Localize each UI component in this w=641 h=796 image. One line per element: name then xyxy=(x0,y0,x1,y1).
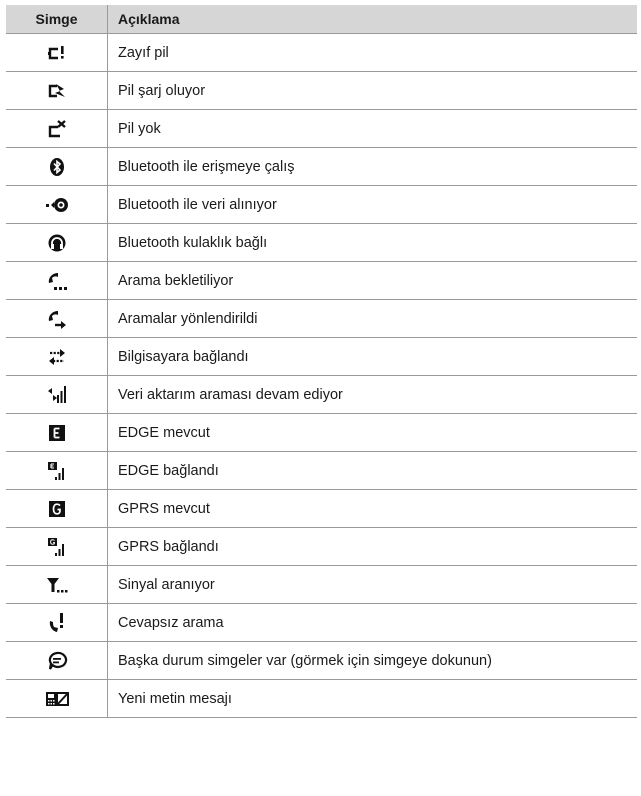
table-row xyxy=(6,186,637,224)
edge-connected-icon xyxy=(46,460,68,482)
row-description: GPRS bağlandı xyxy=(108,528,638,566)
row-description: Başka durum simgeler var (görmek için simgeye dokunun) xyxy=(108,642,638,680)
table-row xyxy=(6,452,637,490)
missed-call-icon xyxy=(46,611,68,635)
table-row xyxy=(6,262,637,300)
symbol-column-header: Simge xyxy=(6,5,108,34)
edge-available-icon xyxy=(47,423,67,443)
weak-battery-icon xyxy=(46,43,68,63)
row-description: EDGE mevcut xyxy=(108,414,638,452)
row-description: Cevapsız arama xyxy=(108,604,638,642)
table-row xyxy=(6,338,637,376)
row-description: EDGE bağlandı xyxy=(108,452,638,490)
row-description: Zayıf pil xyxy=(108,34,638,72)
table-row xyxy=(6,224,637,262)
row-description: Bilgisayara bağlandı xyxy=(108,338,638,376)
no-battery-icon xyxy=(46,119,68,139)
more-status-icon xyxy=(46,650,68,672)
table-row xyxy=(6,376,637,414)
data-call-icon xyxy=(45,383,69,407)
row-description: Aramalar yönlendirildi xyxy=(108,300,638,338)
searching-signal-icon xyxy=(45,574,69,596)
icon-legend-table xyxy=(6,5,637,718)
call-forwarded-icon xyxy=(45,308,69,330)
row-description: Veri aktarım araması devam ediyor xyxy=(108,376,638,414)
table-row xyxy=(6,110,637,148)
table-header-row xyxy=(6,5,637,34)
pc-connected-icon xyxy=(45,346,69,368)
battery-charging-icon xyxy=(46,81,68,101)
table-row xyxy=(6,642,637,680)
row-description: Yeni metin mesajı xyxy=(108,680,638,718)
table-row xyxy=(6,490,637,528)
gprs-available-icon xyxy=(47,499,67,519)
bluetooth-receiving-icon xyxy=(45,194,69,216)
table-row xyxy=(6,34,637,72)
row-description: Bluetooth ile erişmeye çalış xyxy=(108,148,638,186)
row-description: Arama bekletiliyor xyxy=(108,262,638,300)
row-description: Pil yok xyxy=(108,110,638,148)
row-description: Bluetooth ile veri alınıyor xyxy=(108,186,638,224)
table-row xyxy=(6,72,637,110)
gprs-connected-icon xyxy=(46,536,68,558)
table-row xyxy=(6,604,637,642)
table-row xyxy=(6,680,637,718)
row-description: GPRS mevcut xyxy=(108,490,638,528)
new-text-message-icon xyxy=(44,689,70,709)
table-row xyxy=(6,528,637,566)
bluetooth-icon xyxy=(46,156,68,178)
description-column-header: Açıklama xyxy=(108,5,638,34)
call-on-hold-icon xyxy=(45,270,69,292)
row-description: Pil şarj oluyor xyxy=(108,72,638,110)
table-row xyxy=(6,414,637,452)
table-row xyxy=(6,300,637,338)
row-description: Bluetooth kulaklık bağlı xyxy=(108,224,638,262)
row-description: Sinyal aranıyor xyxy=(108,566,638,604)
table-row xyxy=(6,566,637,604)
bluetooth-headset-icon xyxy=(46,232,68,254)
table-row xyxy=(6,148,637,186)
